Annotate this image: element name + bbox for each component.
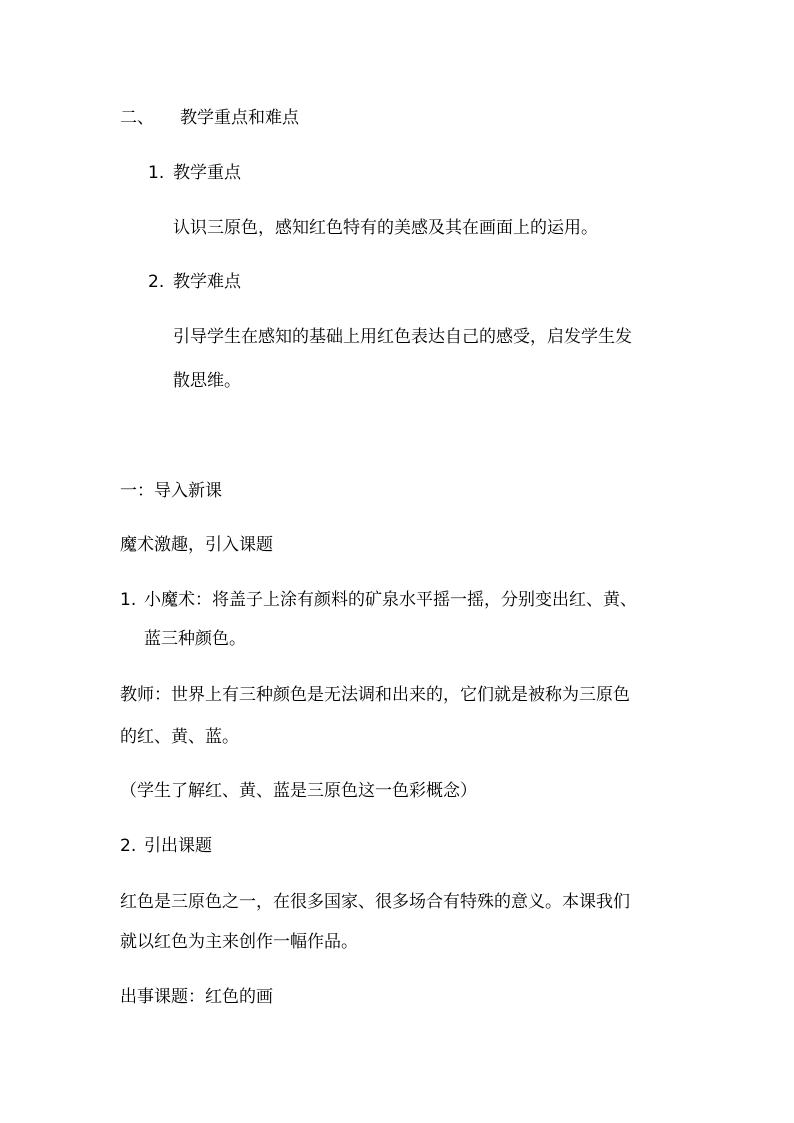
paragraph-line: 引导学生在感知的基础上用红色表达自己的感受，启发学生发 xyxy=(173,327,632,347)
list-item-heading xyxy=(148,270,241,294)
paragraph-line: 的红、黄、蓝。 xyxy=(120,727,239,747)
paragraph-line: 教师：世界上有三种颜色是无法调和出来的，它们就是被称为三原色 xyxy=(120,685,630,705)
section-heading-2 xyxy=(120,106,299,130)
list-title: 教学难点 xyxy=(173,272,241,292)
paragraph-line: 红色是三原色之一，在很多国家、很多场合有特殊的意义。本课我们 xyxy=(120,892,630,912)
section-heading-1: 一：导入新课 xyxy=(120,481,222,501)
list-item-heading xyxy=(148,161,241,185)
list-number: 2. xyxy=(148,272,165,292)
list-number: 2. xyxy=(120,836,137,856)
paragraph-line: 认识三原色，感知红色特有的美感及其在画面上的运用。 xyxy=(173,218,598,238)
section-number: 二、 xyxy=(120,108,154,128)
note-line: （学生了解红、黄、蓝是三原色这一色彩概念） xyxy=(120,781,477,801)
list-title: 引出课题 xyxy=(144,836,212,856)
list-title: 教学重点 xyxy=(173,163,241,183)
topic-line: 出事课题：红色的画 xyxy=(120,987,273,1007)
list-item-heading xyxy=(120,834,212,858)
paragraph-line: 散思维。 xyxy=(173,371,241,391)
paragraph-line: 小魔术：将盖子上涂有颜料的矿泉水平摇一摇，分别变出红、黄、 xyxy=(144,590,637,610)
list-number: 1. xyxy=(120,590,137,610)
subheading: 魔术激趣，引入课题 xyxy=(120,535,273,555)
paragraph-line: 就以红色为主来创作一幅作品。 xyxy=(120,932,358,952)
list-number: 1. xyxy=(148,163,165,183)
section-title: 教学重点和难点 xyxy=(180,108,299,128)
list-item xyxy=(120,588,637,612)
paragraph-line: 蓝三种颜色。 xyxy=(144,629,246,649)
